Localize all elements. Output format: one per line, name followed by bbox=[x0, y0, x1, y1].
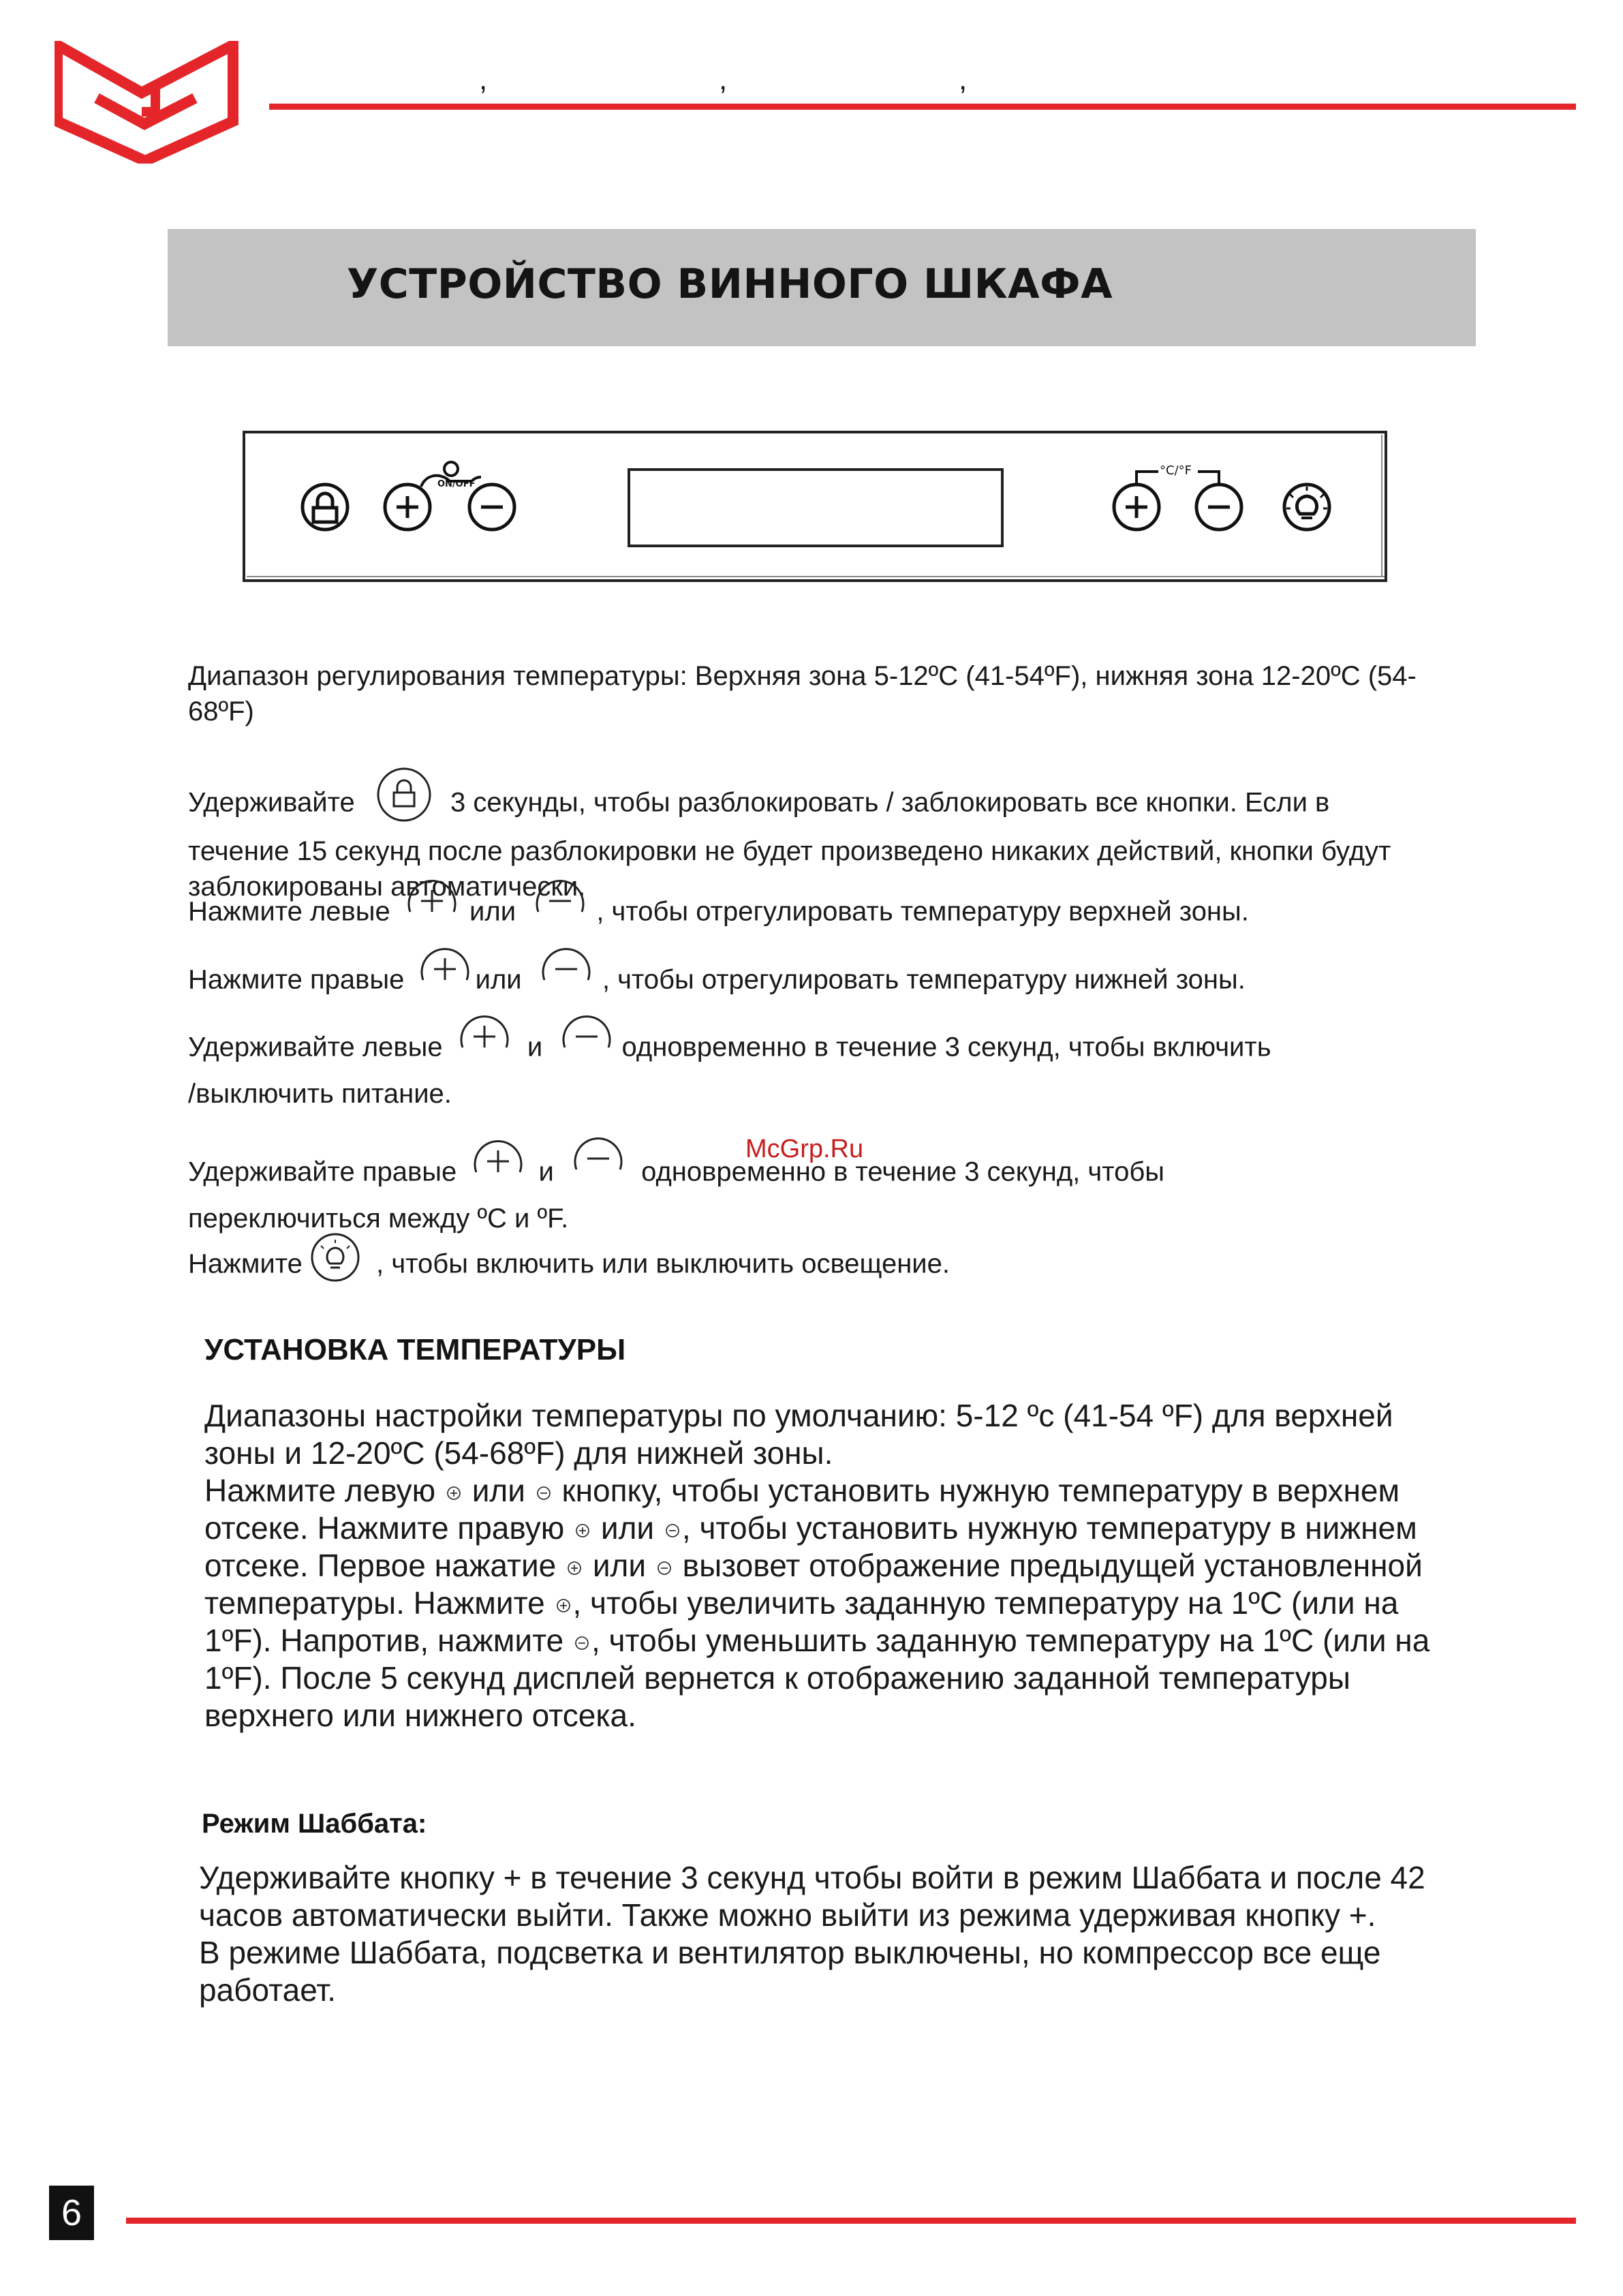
light-icon bbox=[310, 1232, 360, 1283]
line-text: , чтобы отрегулировать температуру верхней зоны. bbox=[596, 896, 1249, 927]
lock-icon[interactable] bbox=[303, 485, 347, 530]
plus-icon bbox=[405, 876, 459, 931]
minus-icon bbox=[656, 1560, 673, 1576]
power-label: ON/OFF bbox=[437, 479, 476, 489]
minus-icon[interactable] bbox=[1196, 485, 1241, 530]
minus-icon bbox=[664, 1522, 681, 1539]
header-comma: , bbox=[959, 63, 968, 96]
brand-logo-icon bbox=[55, 41, 238, 164]
minus-icon bbox=[533, 876, 587, 931]
footer-rule bbox=[126, 2218, 1576, 2224]
minus-icon bbox=[559, 1012, 614, 1067]
header-rule bbox=[269, 104, 1576, 110]
text-run: , чтобы уменьшить заданную температуру на 1ºC (или на 1ºF). После 5 секунд дисплей вернется к отображению заданной температуры верхнего или нижнего отсека. bbox=[204, 1623, 1430, 1733]
plus-icon[interactable] bbox=[1114, 485, 1159, 530]
text-run: В режиме Шаббата, подсветка и вентилятор выключены, но компрессор все еще работает. bbox=[199, 1935, 1381, 2008]
plus-icon bbox=[555, 1597, 572, 1614]
minus-icon bbox=[536, 1485, 552, 1501]
plus-icon bbox=[446, 1485, 462, 1501]
light-instruction bbox=[188, 1240, 950, 1291]
text-run: вызовет отображение предыдущей установленной температуры. Нажмите bbox=[204, 1548, 1423, 1621]
text-run: , чтобы установить нужную температуру в нижнем отсеке. Первое нажатие bbox=[204, 1510, 1417, 1583]
upper-zone-instruction bbox=[188, 886, 1249, 940]
text-run: Нажмите левую bbox=[204, 1473, 436, 1508]
sabbath-text bbox=[199, 1859, 1425, 2009]
control-panel-diagram bbox=[243, 431, 1387, 582]
lower-zone-instruction bbox=[188, 954, 1246, 1009]
page-title: УСТРОЙСТВО ВИННОГО ШКАФА bbox=[347, 260, 1113, 308]
title-band bbox=[168, 229, 1476, 346]
line-text: /выключить питание. bbox=[188, 1079, 452, 1109]
plus-icon bbox=[457, 1012, 512, 1067]
line-text: Нажмите левые bbox=[188, 896, 390, 927]
unit-label: °C/°F bbox=[1160, 463, 1192, 478]
text-run: Удерживайте кнопку + в течение 3 секунд чтобы войти в режим Шаббата и после 42 часов автоматически выйти. Также можно выйти из режима удерживая кнопку +. bbox=[199, 1860, 1425, 1933]
lock-icon bbox=[375, 765, 433, 824]
line-text: Удерживайте правые bbox=[188, 1157, 457, 1187]
line-text: или bbox=[469, 896, 516, 927]
plus-icon bbox=[574, 1522, 591, 1539]
units-instruction bbox=[188, 1146, 1164, 1236]
section-heading: УСТАНОВКА ТЕМПЕРАТУРЫ bbox=[204, 1333, 626, 1366]
line-text: переключиться между ºC и ºF. bbox=[188, 1204, 569, 1234]
temperature-setting-text bbox=[204, 1397, 1444, 1734]
sabbath-heading: Режим Шаббата: bbox=[202, 1809, 427, 1839]
temperature-range-text: Диапазон регулирования температуры: Верхняя зона 5-12ºC (41-54ºF), нижняя зона 12-20ºC (54-68ºF) bbox=[188, 661, 1417, 726]
line-text: Нажмите правые bbox=[188, 964, 405, 995]
text-run: Диапазоны настройки температуры по умолчанию: 5-12 ºc (41-54 ºF) для верхней зоны и 12-20ºC (54-68ºF) для нижней зоны. bbox=[204, 1398, 1393, 1471]
text-run: или bbox=[472, 1473, 525, 1508]
text-run: или bbox=[592, 1548, 647, 1583]
line-text: , чтобы включить или выключить освещение. bbox=[376, 1249, 950, 1279]
text-run: кнопку, чтобы установить нужную температуру в верхнем отсеке. Нажмите правую bbox=[204, 1473, 1400, 1546]
minus-icon bbox=[571, 1134, 625, 1189]
line-text: и bbox=[538, 1157, 554, 1187]
line-text: , чтобы отрегулировать температуру нижней зоны. bbox=[602, 964, 1246, 995]
lock-instruction bbox=[188, 775, 1455, 904]
page-number: 6 bbox=[49, 2186, 94, 2240]
lock-text-a: Удерживайте bbox=[188, 787, 355, 818]
plus-icon[interactable] bbox=[385, 485, 430, 530]
minus-icon bbox=[574, 1635, 590, 1651]
minus-icon bbox=[539, 945, 593, 999]
plus-icon bbox=[418, 945, 472, 999]
header-comma: , bbox=[479, 63, 488, 96]
line-text: одновременно в течение 3 секунд, чтобы bbox=[641, 1157, 1165, 1187]
lock-text-c: течение 15 секунд после разблокировки не будет произведено никаких действий, кнопки будут заблокированы автоматически. bbox=[188, 836, 1391, 902]
line-text: одновременно в течение 3 секунд, чтобы включить bbox=[621, 1032, 1271, 1062]
line-text: или bbox=[475, 964, 522, 995]
display-screen bbox=[629, 470, 1002, 546]
text-run: , чтобы увеличить заданную температуру на 1ºC (или на 1ºF). Напротив, нажмите bbox=[204, 1585, 1399, 1658]
line-text: и bbox=[527, 1032, 543, 1062]
plus-icon bbox=[566, 1560, 583, 1576]
plus-icon bbox=[471, 1137, 525, 1191]
watermark: McGrp.Ru bbox=[745, 1135, 864, 1163]
text-run: или bbox=[600, 1510, 655, 1546]
header-comma: , bbox=[719, 63, 728, 96]
lock-text-b: 3 секунды, чтобы разблокировать / заблокировать все кнопки. Если в bbox=[450, 787, 1330, 818]
power-instruction bbox=[188, 1022, 1271, 1112]
minus-icon[interactable] bbox=[469, 485, 514, 530]
light-icon[interactable] bbox=[1284, 485, 1329, 530]
line-text: Удерживайте левые bbox=[188, 1032, 443, 1062]
line-text: Нажмите bbox=[188, 1249, 303, 1279]
header-separators bbox=[269, 63, 1019, 104]
